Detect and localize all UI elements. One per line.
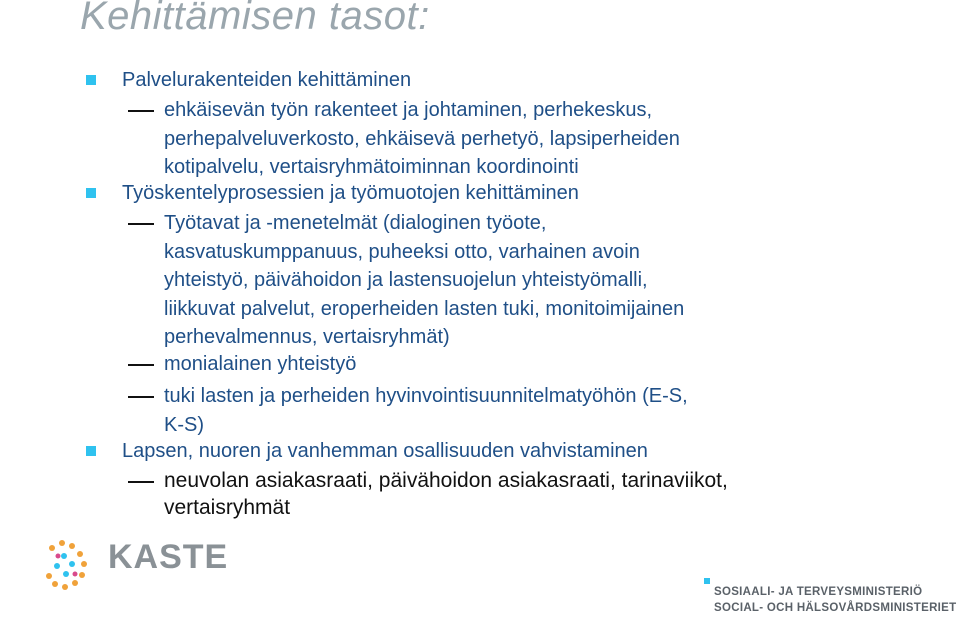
square-bullet-icon bbox=[86, 75, 96, 85]
square-bullet-icon bbox=[86, 188, 96, 198]
ministry-name-fi: SOSIAALI- JA TERVEYSMINISTERIÖ bbox=[714, 586, 923, 598]
list-item-level2 bbox=[164, 96, 904, 182]
list-item-text: Lapsen, nuoren ja vanhemman osallisuuden vahvistaminen bbox=[122, 440, 648, 462]
square-bullet-icon bbox=[86, 446, 96, 456]
list-item-line: kotipalvelu, vertaisryhmätoiminnan koordinointi bbox=[164, 156, 579, 178]
list-item-level2 bbox=[164, 350, 904, 379]
list-item-line: K-S) bbox=[164, 413, 204, 436]
list-item-text: Palvelurakenteiden kehittäminen bbox=[122, 69, 412, 91]
dash-bullet-icon bbox=[128, 396, 154, 398]
list-item-line: perhepalveluverkosto, ehkäisevä perhetyö, lapsiperheiden bbox=[164, 127, 680, 150]
list-item-level2 bbox=[164, 382, 904, 439]
list-item-line: perhevalmennus, vertaisryhmät) bbox=[164, 326, 450, 348]
slide-title: Kehittämisen tasot: bbox=[80, 0, 430, 38]
list-item-line: liikkuvat palvelut, eroperheiden lasten tuki, monitoimijainen bbox=[164, 297, 685, 320]
list-item-level1 bbox=[122, 179, 922, 208]
list-item-level2 bbox=[164, 209, 904, 352]
list-item-level1 bbox=[122, 66, 922, 95]
list-item-line: neuvolan asiakasraati, päivähoidon asiakasraati, tarinaviikot, bbox=[164, 469, 728, 492]
list-item-line: Työtavat ja -menetelmät (dialoginen työote, bbox=[164, 212, 547, 234]
ministry-name-sv: SOCIAL- OCH HÄLSOVÅRDSMINISTERIET bbox=[714, 602, 957, 614]
kaste-logo-text: KASTE bbox=[108, 538, 229, 576]
list-item-line: vertaisryhmät bbox=[164, 496, 291, 519]
list-item-line: ehkäisevän työn rakenteet ja johtaminen, perhekeskus, bbox=[164, 99, 653, 121]
dash-bullet-icon bbox=[128, 364, 154, 366]
list-item-text: Työskentelyprosessien ja työmuotojen kehittäminen bbox=[122, 182, 579, 204]
list-item-line: yhteistyö, päivähoidon ja lastensuojelun yhteistyömalli, bbox=[164, 269, 648, 291]
list-item-line: monialainen yhteistyö bbox=[164, 353, 357, 375]
dash-bullet-icon bbox=[128, 223, 154, 225]
dash-bullet-icon bbox=[128, 481, 154, 483]
list-item-line: kasvatuskumppanuus, puheeksi otto, varhainen avoin bbox=[164, 240, 640, 263]
list-item-level2 bbox=[164, 467, 904, 521]
list-item-level1 bbox=[122, 437, 922, 466]
list-item-line: tuki lasten ja perheiden hyvinvointisuunnitelmatyöhön (E-S, bbox=[164, 385, 688, 407]
dash-bullet-icon bbox=[128, 110, 154, 112]
